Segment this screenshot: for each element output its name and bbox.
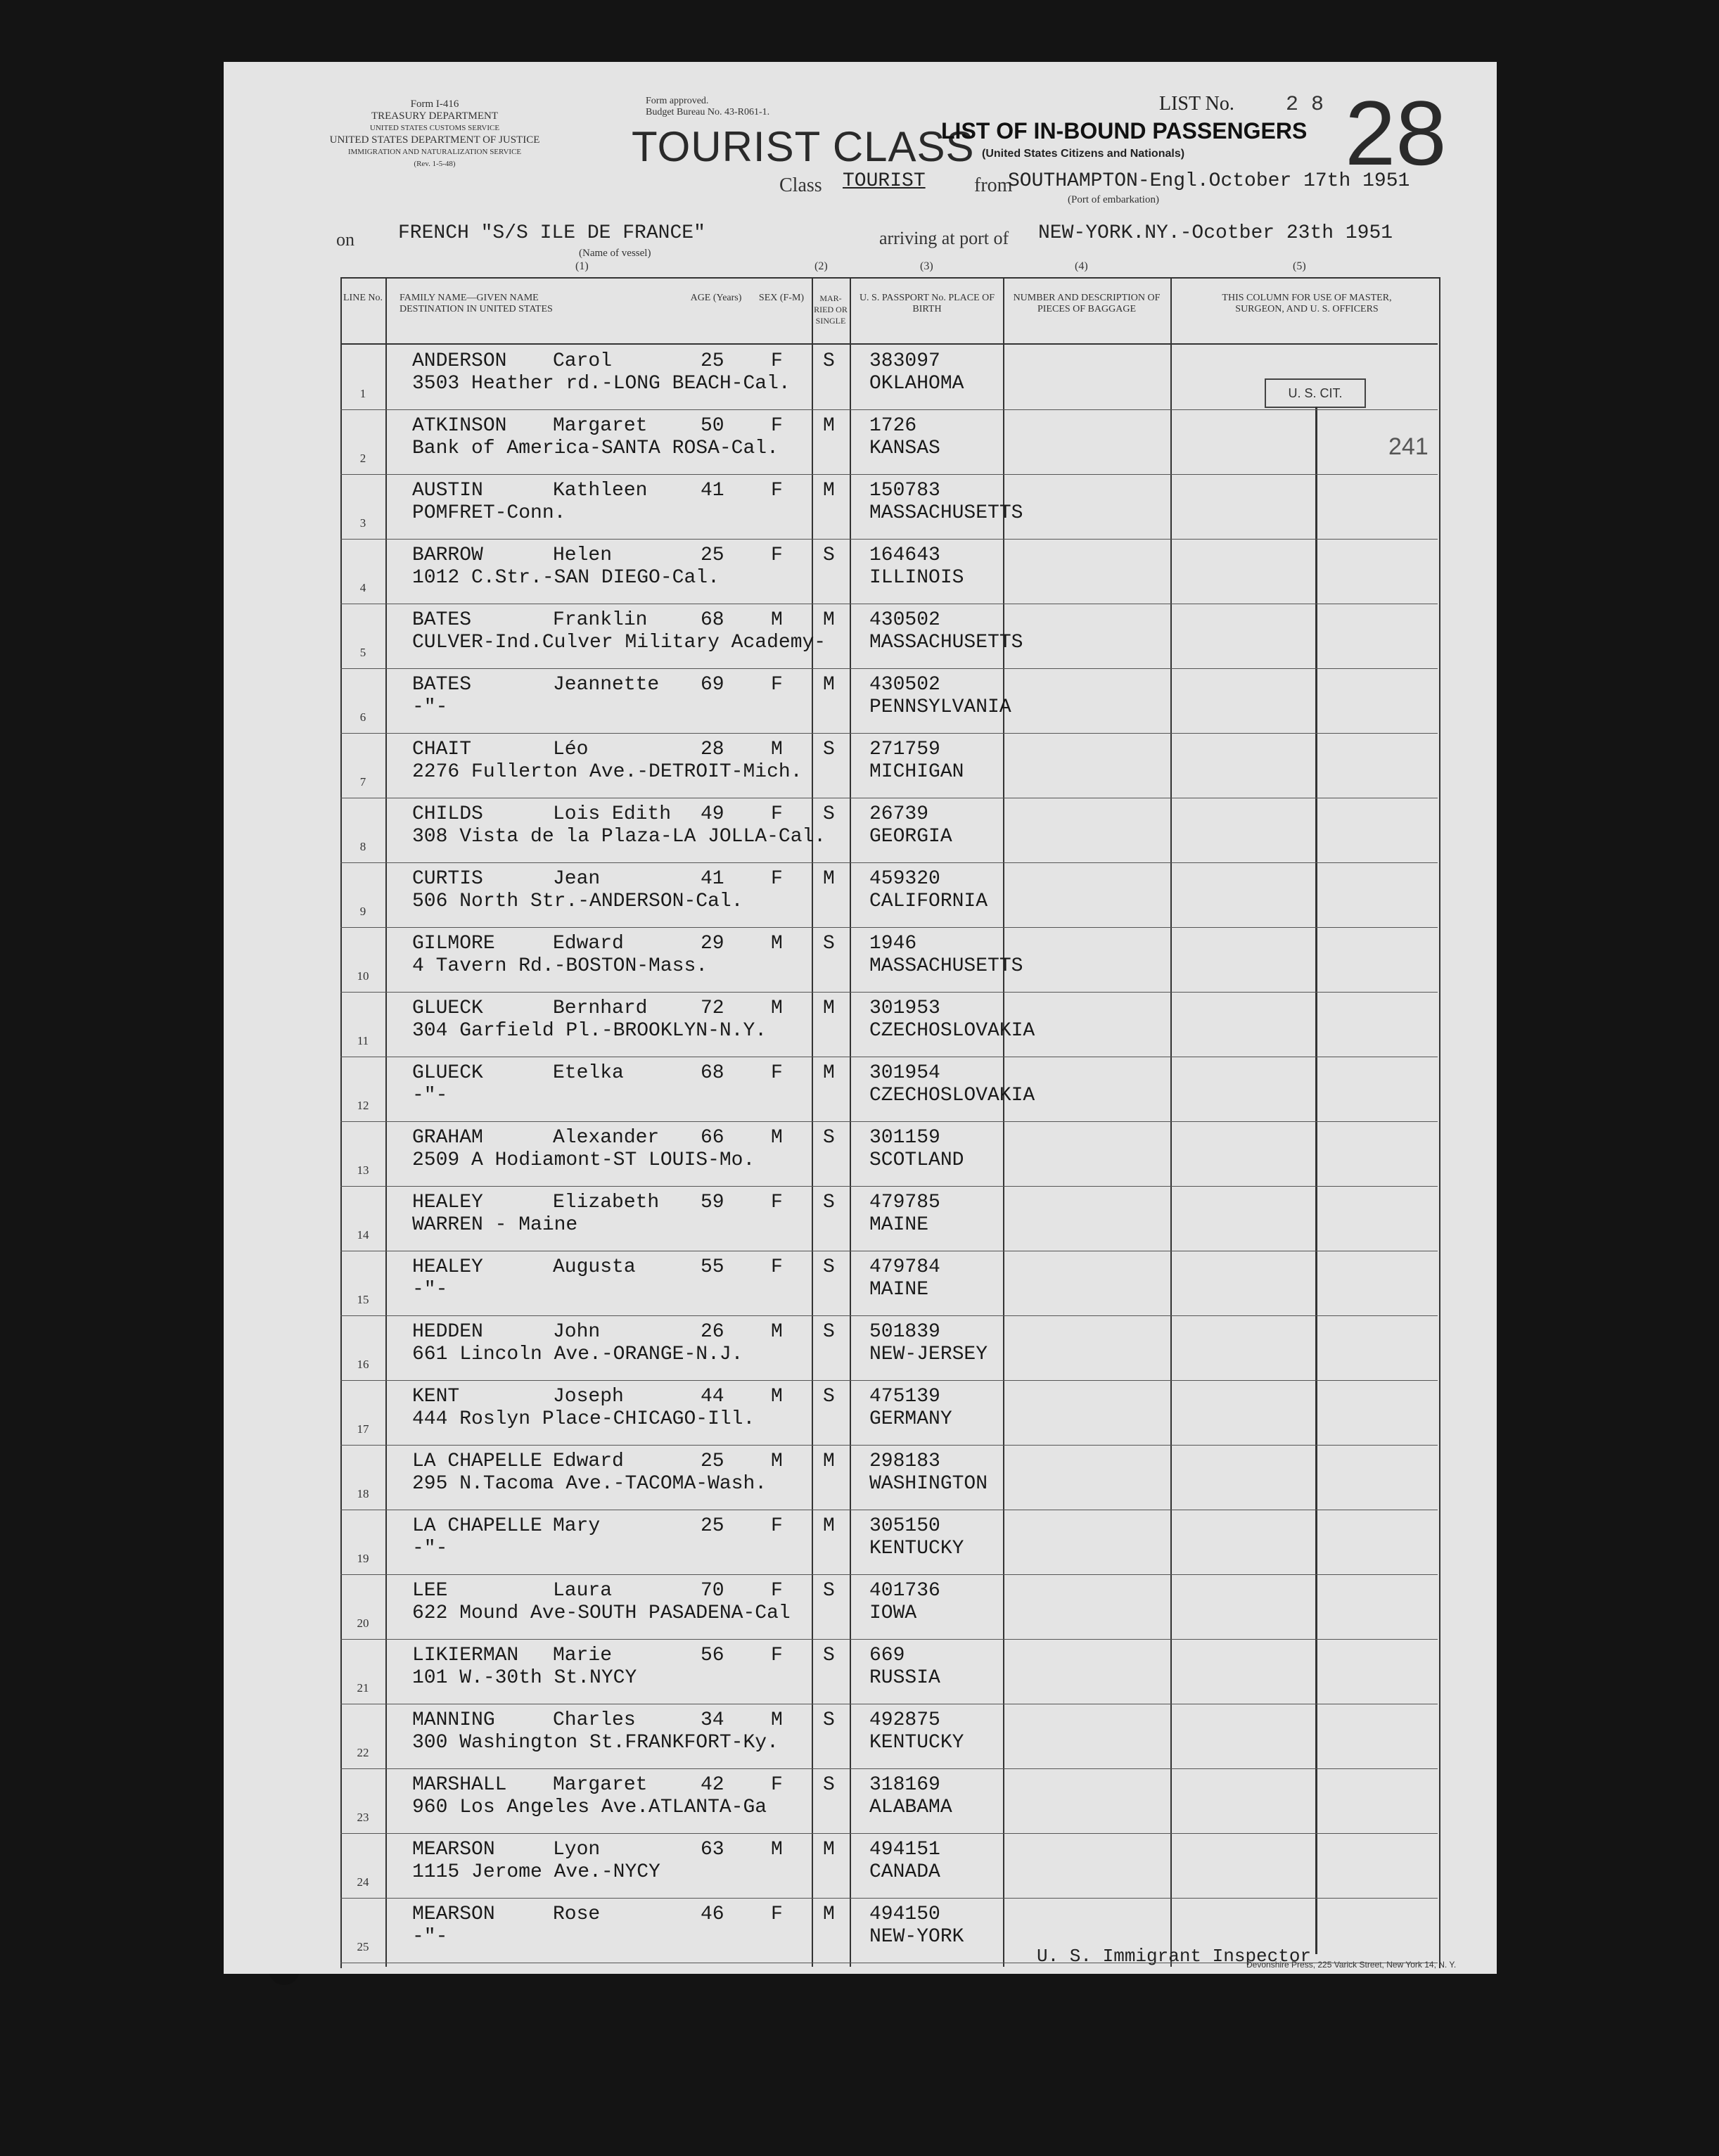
- marital-status: M: [823, 997, 835, 1019]
- age: 25: [701, 1450, 724, 1472]
- marital-status: S: [823, 1709, 835, 1731]
- surname: MARSHALL: [412, 1774, 507, 1796]
- age: 34: [701, 1709, 724, 1731]
- passport-number: 401736: [869, 1580, 940, 1602]
- given-name: Franklin: [553, 609, 648, 631]
- place-of-birth: KANSAS: [869, 438, 940, 459]
- col-header-age: AGE (Years): [690, 293, 742, 303]
- place-of-birth: PENNSYLVANIA: [869, 696, 1011, 718]
- table-row: [342, 1057, 1436, 1121]
- place-of-birth: NEW-JERSEY: [869, 1344, 988, 1365]
- sex: M: [771, 1127, 783, 1149]
- table-row: [342, 1445, 1436, 1510]
- line-number: 18: [357, 1487, 369, 1500]
- line-number: 8: [359, 840, 366, 853]
- passport-number: 301159: [869, 1127, 940, 1149]
- table-row: [342, 345, 1436, 409]
- justice-dept: UNITED STATES DEPARTMENT OF JUSTICE: [329, 134, 540, 146]
- given-name: Lois Edith: [553, 803, 672, 825]
- address: 506 North Str.-ANDERSON-Cal.: [412, 891, 743, 912]
- place-of-birth: SCOTLAND: [869, 1149, 964, 1171]
- passport-number: 479784: [869, 1256, 940, 1278]
- printer-imprint: Devonshire Press, 225 Varick Street, New York 14, N. Y.: [1246, 1960, 1457, 1970]
- col-number-3: (3): [920, 260, 933, 272]
- surname: GILMORE: [412, 933, 495, 955]
- place-of-birth: MASSACHUSETTS: [869, 955, 1023, 977]
- age: 55: [701, 1256, 724, 1278]
- marital-status: M: [823, 1515, 835, 1537]
- sex: M: [771, 997, 783, 1019]
- surname: MEARSON: [412, 1839, 495, 1861]
- given-name: Jeannette: [553, 674, 660, 696]
- table-row: [342, 1186, 1436, 1251]
- marital-status: M: [823, 1839, 835, 1861]
- marital-status: M: [823, 1062, 835, 1084]
- passport-number: 501839: [869, 1321, 940, 1343]
- sex: M: [771, 1386, 783, 1408]
- place-of-birth: CANADA: [869, 1861, 940, 1883]
- manifest-sheet: [224, 62, 1497, 1974]
- given-name: Margaret: [553, 415, 648, 437]
- surname: ATKINSON: [412, 415, 507, 437]
- from-label: from: [974, 174, 1013, 196]
- place-of-birth: OKLAHOMA: [869, 373, 964, 395]
- surname: AUSTIN: [412, 480, 483, 502]
- line-number: 1: [359, 387, 366, 400]
- col-number-5: (5): [1293, 260, 1306, 272]
- address: 295 N.Tacoma Ave.-TACOMA-Wash.: [412, 1473, 767, 1495]
- table-row: [342, 1380, 1436, 1445]
- age: 41: [701, 480, 724, 502]
- address: 3503 Heather rd.-LONG BEACH-Cal.: [412, 373, 791, 395]
- place-of-birth: NEW-YORK: [869, 1926, 964, 1948]
- passport-number: 298183: [869, 1450, 940, 1472]
- table-row: [342, 474, 1436, 539]
- address: 101 W.-30th St.NYCY: [412, 1667, 637, 1689]
- treasury-dept: TREASURY DEPARTMENT: [371, 110, 499, 122]
- address: -"-: [412, 1085, 448, 1106]
- passport-number: 669: [869, 1645, 905, 1666]
- line-number: 20: [357, 1616, 369, 1630]
- line-number: 11: [357, 1034, 369, 1047]
- col-header-officers: THIS COLUMN FOR USE OF MASTER, SURGEON, AND U. S. OFFICERS: [1222, 293, 1392, 314]
- age: 44: [701, 1386, 724, 1408]
- sex: F: [771, 803, 783, 825]
- age: 56: [701, 1645, 724, 1666]
- place-of-birth: GERMANY: [869, 1408, 952, 1430]
- marital-status: S: [823, 933, 835, 955]
- table-row: [342, 1251, 1436, 1315]
- marital-status: S: [823, 1645, 835, 1666]
- sex: M: [771, 1839, 783, 1861]
- marital-status: M: [823, 609, 835, 631]
- form-approved: Form approved. Budget Bureau No. 43-R061-1.: [646, 96, 770, 117]
- given-name: Charles: [553, 1709, 636, 1731]
- surname: GRAHAM: [412, 1127, 483, 1149]
- table-row: [342, 1121, 1436, 1186]
- sex: F: [771, 1192, 783, 1213]
- line-number: 25: [357, 1940, 369, 1953]
- address: -"-: [412, 696, 448, 718]
- surname: GLUECK: [412, 997, 483, 1019]
- address: CULVER-Ind.Culver Military Academy-: [412, 632, 826, 653]
- age: 26: [701, 1321, 724, 1343]
- passport-number: 479785: [869, 1192, 940, 1213]
- marital-status: S: [823, 1192, 835, 1213]
- marital-status: S: [823, 739, 835, 760]
- age: 69: [701, 674, 724, 696]
- age: 59: [701, 1192, 724, 1213]
- place-of-birth: MICHIGAN: [869, 761, 964, 783]
- passport-number: 26739: [869, 803, 929, 825]
- col-header-line: LINE No.: [343, 293, 383, 303]
- table-row: [342, 1510, 1436, 1574]
- line-number: 17: [357, 1422, 369, 1436]
- place-of-birth: ILLINOIS: [869, 567, 964, 589]
- revision: (Rev. 1-5-48): [414, 160, 456, 168]
- passport-number: 430502: [869, 674, 940, 696]
- age: 25: [701, 350, 724, 372]
- given-name: Joseph: [553, 1386, 624, 1408]
- from-value: SOUTHAMPTON-Engl.October 17th 1951: [1008, 170, 1410, 192]
- sex: F: [771, 868, 783, 890]
- address: 4 Tavern Rd.-BOSTON-Mass.: [412, 955, 708, 977]
- address: Bank of America-SANTA ROSA-Cal.: [412, 438, 779, 459]
- given-name: Helen: [553, 544, 613, 566]
- table-row: [342, 1898, 1436, 1963]
- sex: F: [771, 1774, 783, 1796]
- on-label: on: [336, 229, 354, 250]
- passport-number: 318169: [869, 1774, 940, 1796]
- sex: M: [771, 609, 783, 631]
- age: 46: [701, 1903, 724, 1925]
- given-name: Edward: [553, 1450, 624, 1472]
- line-number: 13: [357, 1163, 369, 1177]
- line-number: 15: [357, 1293, 369, 1306]
- place-of-birth: ALABAMA: [869, 1797, 952, 1818]
- surname: HEALEY: [412, 1192, 483, 1213]
- line-number: 5: [359, 646, 366, 659]
- address: POMFRET-Conn.: [412, 502, 566, 524]
- address: 2276 Fullerton Ave.-DETROIT-Mich.: [412, 761, 803, 783]
- age: 68: [701, 609, 724, 631]
- marital-status: M: [823, 415, 835, 437]
- col-header-passport: U. S. PASSPORT No. PLACE OF BIRTH: [859, 293, 995, 314]
- marital-status: M: [823, 674, 835, 696]
- list-no-label: LIST No.: [1159, 93, 1234, 115]
- passport-number: 383097: [869, 350, 940, 372]
- vessel-name: FRENCH "S/S ILE DE FRANCE": [398, 222, 705, 244]
- place-of-birth: IOWA: [869, 1602, 917, 1624]
- passport-number: 164643: [869, 544, 940, 566]
- marital-status: S: [823, 1774, 835, 1796]
- list-number-big: 28: [1345, 82, 1447, 184]
- age: 66: [701, 1127, 724, 1149]
- given-name: Etelka: [553, 1062, 624, 1084]
- address: 960 Los Angeles Ave.ATLANTA-Ga: [412, 1797, 767, 1818]
- surname: HEDDEN: [412, 1321, 483, 1343]
- marital-status: S: [823, 803, 835, 825]
- sex: F: [771, 1903, 783, 1925]
- given-name: Alexander: [553, 1127, 660, 1149]
- marital-status: S: [823, 1386, 835, 1408]
- given-name: Edward: [553, 933, 624, 955]
- table-row: [342, 409, 1436, 474]
- line-number: 22: [357, 1746, 369, 1759]
- stamp-number: 241: [1388, 433, 1429, 460]
- line-number: 23: [357, 1811, 369, 1824]
- place-of-birth: CZECHOSLOVAKIA: [869, 1020, 1035, 1042]
- table-row: [342, 604, 1436, 668]
- passport-number: 492875: [869, 1709, 940, 1731]
- inspector-signature-line: U. S. Immigrant Inspector: [1037, 1946, 1312, 1967]
- passport-number: 494151: [869, 1839, 940, 1861]
- form-number: Form I-416: [410, 98, 459, 110]
- table-row: [342, 1639, 1436, 1704]
- marital-status: M: [823, 480, 835, 502]
- marital-status: S: [823, 1127, 835, 1149]
- given-name: Elizabeth: [553, 1192, 660, 1213]
- line-number: 9: [359, 905, 366, 918]
- address: -"-: [412, 1279, 448, 1301]
- given-name: Margaret: [553, 1774, 648, 1796]
- table-row: [342, 539, 1436, 604]
- given-name: Jean: [553, 868, 601, 890]
- given-name: Marie: [553, 1645, 613, 1666]
- address: 304 Garfield Pl.-BROOKLYN-N.Y.: [412, 1020, 767, 1042]
- page-title: LIST OF IN-BOUND PASSENGERS: [941, 118, 1308, 143]
- sex: M: [771, 1709, 783, 1731]
- surname: LEE: [412, 1580, 448, 1602]
- sex: F: [771, 1515, 783, 1537]
- customs-service: UNITED STATES CUSTOMS SERVICE: [369, 124, 500, 132]
- age: 25: [701, 1515, 724, 1537]
- sex: F: [771, 415, 783, 437]
- sex: F: [771, 1645, 783, 1666]
- vessel-note: (Name of vessel): [579, 248, 651, 259]
- surname: CHILDS: [412, 803, 483, 825]
- table-row: [342, 1768, 1436, 1833]
- place-of-birth: KENTUCKY: [869, 1732, 964, 1754]
- list-no-value: 2 8: [1286, 93, 1324, 117]
- surname: BATES: [412, 609, 472, 631]
- table-row: [342, 992, 1436, 1057]
- place-of-birth: CALIFORNIA: [869, 891, 988, 912]
- place-of-birth: CZECHOSLOVAKIA: [869, 1085, 1035, 1106]
- address: 444 Roslyn Place-CHICAGO-Ill.: [412, 1408, 755, 1430]
- address: 308 Vista de la Plaza-LA JOLLA-Cal.: [412, 826, 826, 848]
- line-number: 7: [359, 775, 366, 789]
- passport-number: 271759: [869, 739, 940, 760]
- class-label: Class: [779, 174, 822, 196]
- surname: CURTIS: [412, 868, 483, 890]
- tourist-class-stamp: TOURIST CLASS: [632, 123, 975, 170]
- age: 41: [701, 868, 724, 890]
- col-header-baggage: NUMBER AND DESCRIPTION OF PIECES OF BAGGAGE: [1013, 293, 1161, 314]
- marital-status: M: [823, 868, 835, 890]
- table-row: [342, 1315, 1436, 1380]
- age: 72: [701, 997, 724, 1019]
- table-row: [342, 1704, 1436, 1768]
- sex: F: [771, 350, 783, 372]
- us-citizen-stamp: U. S. CIT.: [1265, 378, 1366, 408]
- line-number: 14: [357, 1228, 369, 1242]
- passport-number: 430502: [869, 609, 940, 631]
- col-header-sex: SEX (F-M): [758, 293, 805, 303]
- table-row: [342, 798, 1436, 862]
- given-name: Laura: [553, 1580, 613, 1602]
- age: 29: [701, 933, 724, 955]
- surname: ANDERSON: [412, 350, 507, 372]
- surname: KENT: [412, 1386, 460, 1408]
- given-name: Léo: [553, 739, 589, 760]
- line-number: 19: [357, 1552, 369, 1565]
- class-value: TOURIST: [843, 170, 926, 192]
- passport-number: 494150: [869, 1903, 940, 1925]
- passport-number: 1726: [869, 415, 917, 437]
- line-number: 16: [357, 1358, 369, 1371]
- address: 300 Washington St.FRANKFORT-Ky.: [412, 1732, 779, 1754]
- surname: BATES: [412, 674, 472, 696]
- marital-status: S: [823, 544, 835, 566]
- address: 1115 Jerome Ave.-NYCY: [412, 1861, 660, 1883]
- line-number: 2: [359, 452, 366, 465]
- surname: LA CHAPELLE: [412, 1515, 542, 1537]
- surname: MEARSON: [412, 1903, 495, 1925]
- line-number: 12: [357, 1099, 369, 1112]
- port-embarkation-note: (Port of embarkation): [1068, 194, 1159, 205]
- place-of-birth: WASHINGTON: [869, 1473, 988, 1495]
- given-name: Kathleen: [553, 480, 648, 502]
- age: 70: [701, 1580, 724, 1602]
- col-header-name: FAMILY NAME—GIVEN NAME DESTINATION IN UNITED STATES: [400, 293, 553, 314]
- sex: M: [771, 933, 783, 955]
- arriving-label: arriving at port of: [879, 228, 1009, 248]
- table-row: [342, 668, 1436, 733]
- age: 50: [701, 415, 724, 437]
- table-row: [342, 862, 1436, 927]
- surname: LA CHAPELLE: [412, 1450, 542, 1472]
- line-number: 4: [359, 581, 366, 594]
- age: 49: [701, 803, 724, 825]
- given-name: Lyon: [553, 1839, 601, 1861]
- page-subtitle: (United States Citizens and Nationals): [982, 148, 1185, 160]
- passport-number: 301954: [869, 1062, 940, 1084]
- age: 42: [701, 1774, 724, 1796]
- line-number: 6: [359, 710, 366, 724]
- col-number-2: (2): [814, 260, 828, 272]
- line-number: 21: [357, 1681, 369, 1695]
- sex: M: [771, 739, 783, 760]
- marital-status: S: [823, 1256, 835, 1278]
- sex: F: [771, 674, 783, 696]
- place-of-birth: MASSACHUSETTS: [869, 632, 1023, 653]
- col-number-1: (1): [575, 260, 589, 272]
- place-of-birth: KENTUCKY: [869, 1538, 964, 1559]
- given-name: Carol: [553, 350, 613, 372]
- table-row: [342, 733, 1436, 798]
- sex: M: [771, 1321, 783, 1343]
- age: 63: [701, 1839, 724, 1861]
- marital-status: S: [823, 350, 835, 372]
- given-name: Mary: [553, 1515, 601, 1537]
- age: 25: [701, 544, 724, 566]
- marital-status: S: [823, 1580, 835, 1602]
- given-name: Rose: [553, 1903, 601, 1925]
- given-name: John: [553, 1321, 601, 1343]
- form-header-left: [287, 98, 582, 170]
- surname: BARROW: [412, 544, 483, 566]
- surname: GLUECK: [412, 1062, 483, 1084]
- sex: F: [771, 544, 783, 566]
- place-of-birth: MASSACHUSETTS: [869, 502, 1023, 524]
- arriving-value: NEW-YORK.NY.-Ocotber 23th 1951: [1038, 222, 1393, 244]
- marital-status: M: [823, 1450, 835, 1472]
- col-number-4: (4): [1075, 260, 1088, 272]
- sex: F: [771, 480, 783, 502]
- address: -"-: [412, 1538, 448, 1559]
- age: 68: [701, 1062, 724, 1084]
- sex: F: [771, 1580, 783, 1602]
- passport-number: 150783: [869, 480, 940, 502]
- place-of-birth: MAINE: [869, 1214, 929, 1236]
- address: 2509 A Hodiamont-ST LOUIS-Mo.: [412, 1149, 755, 1171]
- surname: MANNING: [412, 1709, 495, 1731]
- marital-status: M: [823, 1903, 835, 1925]
- table-row: [342, 1833, 1436, 1898]
- place-of-birth: RUSSIA: [869, 1667, 940, 1689]
- passport-number: 1946: [869, 933, 917, 955]
- address: -"-: [412, 1926, 448, 1948]
- passport-number: 459320: [869, 868, 940, 890]
- age: 28: [701, 739, 724, 760]
- given-name: Bernhard: [553, 997, 648, 1019]
- passport-number: 305150: [869, 1515, 940, 1537]
- surname: CHAIT: [412, 739, 472, 760]
- address: 1012 C.Str.-SAN DIEGO-Cal.: [412, 567, 720, 589]
- address: WARREN - Maine: [412, 1214, 578, 1236]
- table-row: [342, 1574, 1436, 1639]
- given-name: Augusta: [553, 1256, 636, 1278]
- surname: LIKIERMAN: [412, 1645, 519, 1666]
- marital-status: S: [823, 1321, 835, 1343]
- address: 622 Mound Ave-SOUTH PASADENA-Cal: [412, 1602, 791, 1624]
- place-of-birth: GEORGIA: [869, 826, 952, 848]
- line-number: 10: [357, 969, 369, 983]
- line-number: 3: [359, 516, 366, 530]
- col-header-married: MAR-RIED OR SINGLE: [814, 293, 848, 326]
- sex: F: [771, 1062, 783, 1084]
- place-of-birth: MAINE: [869, 1279, 929, 1301]
- sex: F: [771, 1256, 783, 1278]
- sex: M: [771, 1450, 783, 1472]
- address: 661 Lincoln Ave.-ORANGE-N.J.: [412, 1344, 743, 1365]
- line-number: 24: [357, 1875, 369, 1889]
- surname: HEALEY: [412, 1256, 483, 1278]
- ins-service: IMMIGRATION AND NATURALIZATION SERVICE: [347, 148, 522, 156]
- passport-number: 475139: [869, 1386, 940, 1408]
- passport-number: 301953: [869, 997, 940, 1019]
- table-row: [342, 927, 1436, 992]
